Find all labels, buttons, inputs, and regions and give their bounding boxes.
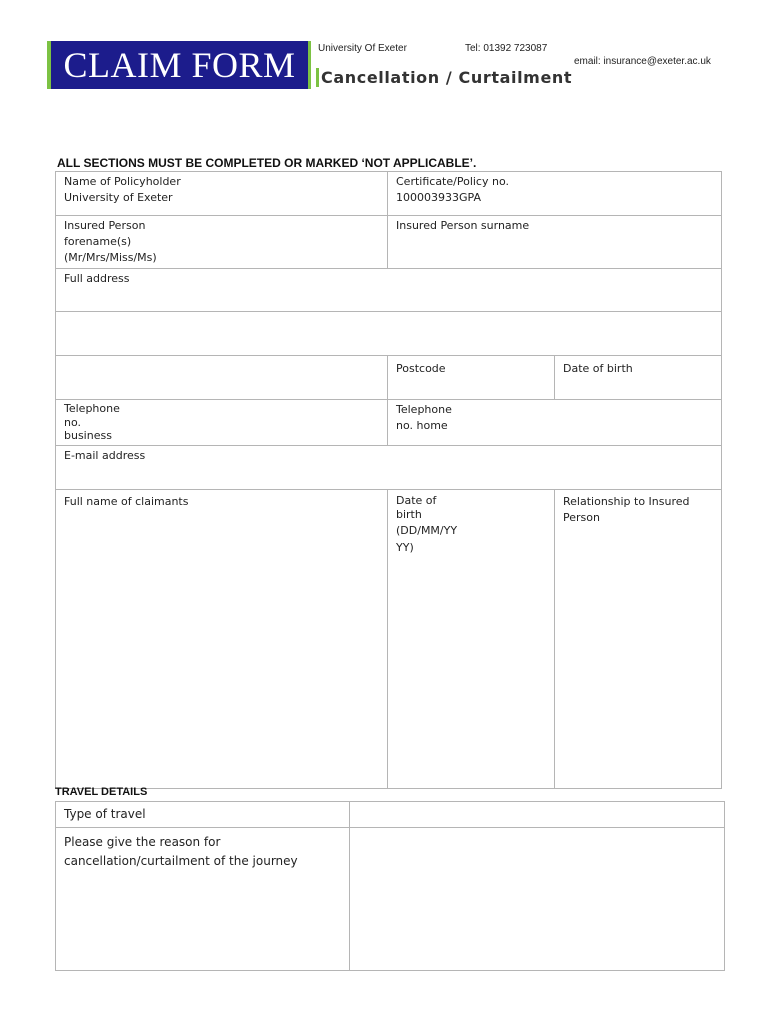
email-row bbox=[56, 445, 722, 489]
cancellation-reason-label-line2: cancellation/curtailment of the journey bbox=[64, 854, 298, 868]
policyholder-cell[interactable] bbox=[56, 172, 388, 216]
relationship-label-line2: Person bbox=[563, 510, 600, 524]
certificate-value: 100003933GPA bbox=[396, 191, 481, 204]
form-subtitle: Cancellation / Curtailment bbox=[316, 68, 572, 87]
certificate-label: Certificate/Policy no. bbox=[396, 175, 509, 188]
postcode-cell[interactable] bbox=[388, 356, 555, 400]
university-name: University Of Exeter bbox=[318, 43, 407, 54]
postcode-row bbox=[56, 356, 722, 400]
claimants-dob-label-line4: YY) bbox=[396, 540, 414, 554]
address-row-2 bbox=[56, 312, 722, 356]
claimants-name-label: Full name of claimants bbox=[64, 494, 189, 508]
claimants-row bbox=[56, 489, 722, 788]
date-of-birth-label: Date of birth bbox=[563, 362, 633, 375]
forename-cell[interactable] bbox=[56, 216, 388, 269]
travel-type-input-cell[interactable] bbox=[350, 802, 725, 828]
address-line-2-cell[interactable] bbox=[56, 312, 722, 356]
address-row-1 bbox=[56, 269, 722, 312]
claimants-name-cell[interactable] bbox=[56, 489, 388, 788]
surname-label: Insured Person surname bbox=[396, 219, 530, 232]
travel-details-heading: TRAVEL DETAILS bbox=[55, 786, 148, 798]
claimants-dob-cell[interactable] bbox=[388, 489, 555, 788]
policyholder-label: Name of Policyholder bbox=[64, 175, 181, 188]
travel-details-table bbox=[55, 801, 725, 971]
relationship-label-line1: Relationship to Insured bbox=[563, 494, 690, 508]
forename-label-line3: (Mr/Mrs/Miss/Ms) bbox=[64, 251, 157, 264]
address-cell[interactable] bbox=[56, 269, 722, 312]
completion-notice: ALL SECTIONS MUST BE COMPLETED OR MARKED ‘NOT APPLICABLE’. bbox=[57, 156, 477, 170]
claim-form-logo: CLAIM FORM bbox=[47, 41, 311, 89]
date-of-birth-cell[interactable] bbox=[555, 356, 722, 400]
cancellation-reason-input-cell[interactable] bbox=[350, 828, 725, 971]
travel-type-label-cell bbox=[56, 802, 350, 828]
claimants-dob-label-line1: Date of bbox=[396, 493, 437, 507]
cancellation-reason-row bbox=[56, 828, 725, 971]
home-telephone-cell[interactable] bbox=[388, 400, 722, 446]
home-telephone-label-line2: no. home bbox=[396, 419, 448, 432]
travel-type-label: Type of travel bbox=[64, 807, 146, 821]
policyholder-value: University of Exeter bbox=[64, 191, 173, 204]
business-telephone-label-line2: no. bbox=[64, 415, 82, 429]
cancellation-reason-label-line1: Please give the reason for bbox=[64, 835, 221, 849]
business-telephone-cell[interactable] bbox=[56, 400, 388, 446]
insured-person-row bbox=[56, 216, 722, 269]
business-telephone-label-line1: Telephone bbox=[64, 402, 120, 415]
business-telephone-label-line3: business bbox=[64, 429, 112, 442]
relationship-cell[interactable] bbox=[555, 489, 722, 788]
forename-label-line2: forename(s) bbox=[64, 235, 132, 248]
claimants-dob-label-line3: (DD/MM/YY bbox=[396, 523, 458, 537]
address-label: Full address bbox=[64, 272, 130, 285]
travel-type-row bbox=[56, 802, 725, 828]
policyholder-row bbox=[56, 172, 722, 216]
claimants-dob-label-line2: birth bbox=[396, 507, 422, 521]
address-line-3-cell[interactable] bbox=[56, 356, 388, 400]
cancellation-reason-label-cell bbox=[56, 828, 350, 971]
postcode-label: Postcode bbox=[396, 362, 446, 375]
email-cell[interactable] bbox=[56, 445, 722, 489]
claimant-details-table bbox=[55, 171, 722, 789]
telephone-contact: Tel: 01392 723087 bbox=[465, 43, 548, 54]
email-contact: email: insurance@exeter.ac.uk bbox=[574, 56, 711, 67]
telephone-row bbox=[56, 400, 722, 446]
certificate-cell[interactable] bbox=[388, 172, 722, 216]
home-telephone-label-line1: Telephone bbox=[396, 403, 452, 416]
surname-cell[interactable] bbox=[388, 216, 722, 269]
forename-label-line1: Insured Person bbox=[64, 219, 146, 232]
email-label: E-mail address bbox=[64, 448, 146, 462]
